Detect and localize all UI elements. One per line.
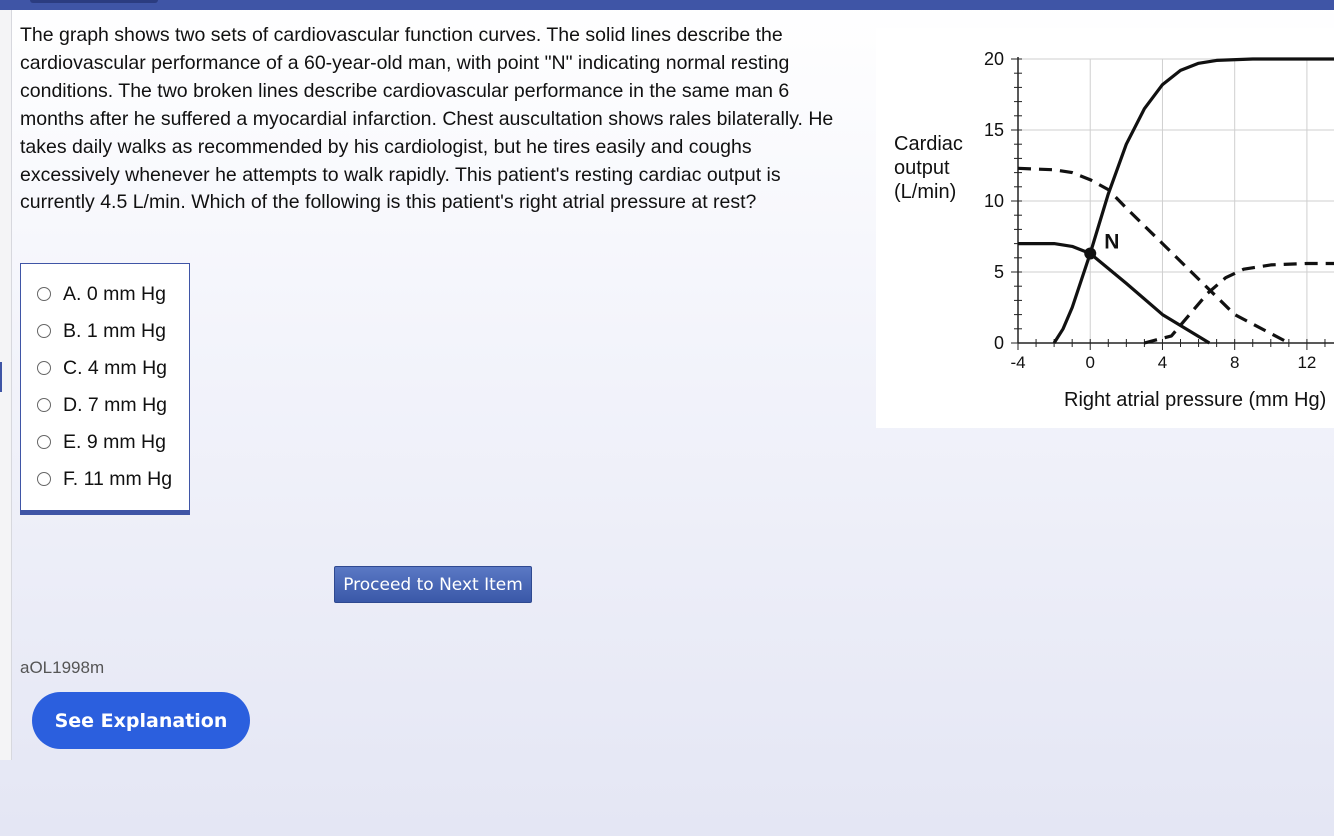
- choice-c[interactable]: [37, 354, 167, 382]
- radio-d[interactable]: [37, 398, 51, 412]
- item-id: aOL1998m: [20, 658, 105, 677]
- choice-f-label: F. 11 mm Hg: [63, 467, 173, 490]
- x-tick-label: 8: [1229, 353, 1240, 372]
- radio-b[interactable]: [37, 324, 51, 338]
- y-tick-label: 20: [983, 49, 1004, 69]
- cardiovascular-chart: [876, 28, 1334, 428]
- x-tick-label: 12: [1297, 353, 1317, 372]
- choice-a[interactable]: [37, 280, 166, 308]
- y-tick-label: 15: [983, 120, 1004, 140]
- y-axis-title-line: Cardiac: [894, 133, 963, 155]
- radio-f[interactable]: [37, 472, 51, 486]
- series-line-solid: [1018, 244, 1209, 343]
- answer-choices: [20, 263, 190, 515]
- choice-b-label: B. 1 mm Hg: [63, 319, 166, 342]
- choice-a-label: A. 0 mm Hg: [63, 282, 166, 305]
- y-tick-label: 0: [993, 333, 1004, 353]
- nav-tab-stub[interactable]: [30, 0, 158, 3]
- choice-d[interactable]: [37, 391, 167, 419]
- x-tick-label: 4: [1157, 353, 1168, 372]
- point-n-marker: [1084, 248, 1096, 260]
- radio-c[interactable]: [37, 361, 51, 375]
- choice-e[interactable]: [37, 428, 166, 456]
- chart-axes: [1011, 57, 1334, 350]
- top-nav-bar: [0, 0, 1334, 10]
- radio-a[interactable]: [37, 287, 51, 301]
- question-stem: The graph shows two sets of cardiovascular function curves. The solid lines describe the cardiovascular performance of a 60-year-old man, with point "N" indicating normal resting conditions. The two broken lines describe cardiovascular performance in the same man 6 months after he suffered a myocardial infarction. Chest auscultation shows rales bilaterally. He takes daily walks as recommended by his cardiologist, but he tires easily and coughs excessively whenever he attempts to walk rapidly. This patient's resting cardiac output is currently 4.5 L/min. Which of the following is this patient's right atrial pressure at rest?: [20, 24, 834, 214]
- x-tick-label: 0: [1085, 353, 1095, 372]
- choice-f[interactable]: [37, 465, 172, 493]
- radio-e[interactable]: [37, 435, 51, 449]
- point-n-label: N: [1104, 230, 1120, 254]
- y-axis-title-line: output: [894, 157, 950, 179]
- x-axis-title: Right atrial pressure (mm Hg): [1064, 389, 1327, 411]
- proceed-next-button[interactable]: Proceed to Next Item: [334, 566, 532, 603]
- chart-svg: [876, 28, 1334, 428]
- see-explanation-button[interactable]: See Explanation: [32, 692, 250, 749]
- series-line-dashed: [1018, 168, 1289, 343]
- choice-c-label: C. 4 mm Hg: [63, 356, 168, 379]
- x-tick-label: -4: [1010, 353, 1026, 372]
- choice-d-label: D. 7 mm Hg: [63, 393, 168, 416]
- series-line-dashed: [1144, 264, 1334, 344]
- y-tick-label: 10: [983, 191, 1004, 211]
- choice-e-label: E. 9 mm Hg: [63, 430, 166, 453]
- y-axis-title-line: (L/min): [894, 181, 957, 203]
- chart-grid: [1018, 59, 1334, 343]
- chart-labels: [894, 49, 1326, 411]
- choice-b[interactable]: [37, 317, 166, 345]
- y-tick-label: 5: [993, 262, 1004, 282]
- left-edge-marker: [0, 362, 2, 392]
